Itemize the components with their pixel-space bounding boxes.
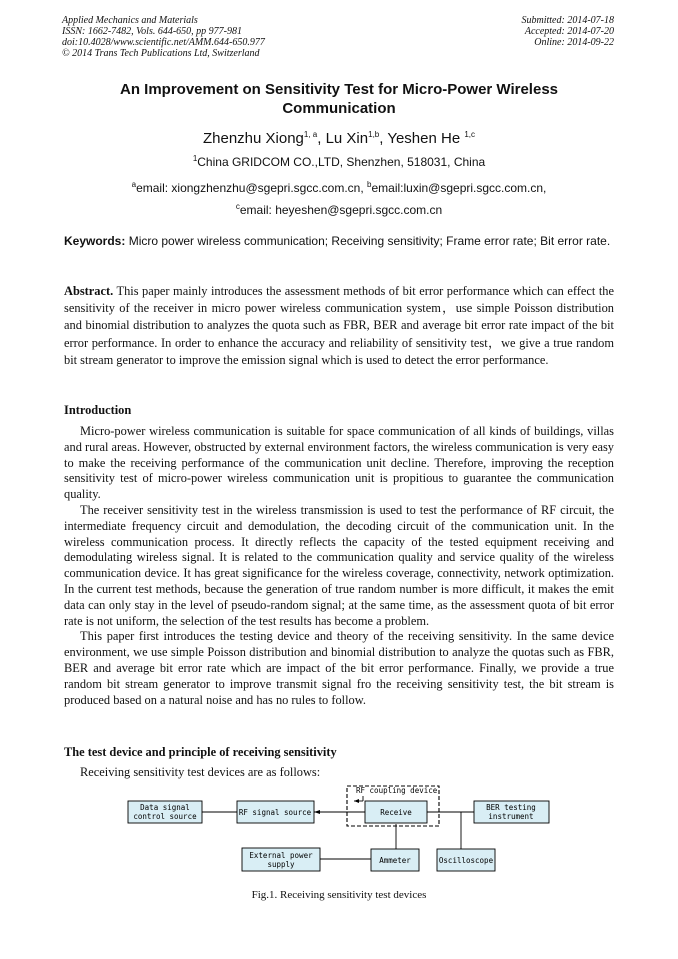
email-c-sup: c <box>235 202 240 211</box>
receive-label: Receive <box>380 808 412 817</box>
author-list: Zhenzhu Xiong$^{1, a}$, Lu Xin$^{1,b}$, Yeshen He $^{1,c}$ <box>202 130 476 147</box>
abstract <box>64 283 614 369</box>
test-device-diagram <box>120 780 560 880</box>
arrow-coupling-head <box>354 799 359 803</box>
ext-power-label-1: External power <box>249 851 313 860</box>
email-block <box>64 177 614 221</box>
email-a-sup: a <box>131 180 137 189</box>
paper-title-line1: An Improvement on Sensitivity Test for Micro-Power Wireless <box>119 81 559 98</box>
email-line-1 <box>64 177 614 199</box>
author-sup: 1,b <box>368 130 380 139</box>
section2-intro-text: Receiving sensitivity test devices are as follows: <box>80 765 321 779</box>
figure-caption: Fig.1. Receiving sensitivity test devices <box>251 889 427 901</box>
abstract-label: Abstract. <box>64 284 114 298</box>
keywords-text: Micro power wireless communication; Receiving sensitivity; Frame error rate; Bit error rate. <box>125 234 611 248</box>
arrow-rf-head <box>314 810 320 814</box>
email-b: email:luxin@sgepri.sgcc.com.cn, <box>371 181 547 195</box>
paper-title <box>64 80 614 118</box>
ber-label-1: BER testing <box>486 803 536 812</box>
journal-doi: doi:10.4028/www.scientific.net/AMM.644-650.977 <box>62 37 265 48</box>
ext-power-label-2: supply <box>267 860 295 869</box>
rf-coupling-label: RF coupling device <box>356 786 438 795</box>
keywords-label: Keywords: <box>64 234 126 248</box>
ber-label-2: instrument <box>488 812 534 821</box>
section2-intro <box>64 765 614 781</box>
author-name: Zhenzhu Xiong <box>202 130 304 147</box>
affiliation-sup: 1 <box>192 154 198 163</box>
online-date: Online: 2014-09-22 <box>534 37 614 48</box>
email-c: email: heyeshen@sgepri.sgcc.com.cn <box>239 203 443 217</box>
intro-paragraph-2: The receiver sensitivity test in the wireless transmission is used to test the performance of RF circuit, the intermediate frequency circuit and demodulation, the decoding circuit of the communication unit. In the wireless communication process. It directly reflects the capacity of the tested equipment receiving and demodulating wireless signal. It is related to the communication quality and service quality of the wireless communication device. It has great significance for the wireless coverage, connectivity, network optimization. In the current test methods, because the generation of true random number is more difficult, it makes the emit data can only stay in the level of pseudo-random signal; at the same time, as the assessment quota of bit error rate is not uniform, the selection of the test results has become a problem. <box>64 502 614 628</box>
email-a: email: xiongzhenzhu@sgepri.sgcc.com.cn, <box>136 181 368 195</box>
email-line-2 <box>64 199 614 221</box>
affiliation <box>64 155 614 170</box>
affiliation-text: China GRIDCOM CO.,LTD, Shenzhen, 518031, China <box>197 155 486 169</box>
data-signal-label-2: control source <box>133 812 197 821</box>
journal-issn: ISSN: 1662-7482, Vols. 644-650, pp 977-981 <box>62 26 242 37</box>
journal-copyright: © 2014 Trans Tech Publications Ltd, Switzerland <box>62 48 260 59</box>
journal-header-right <box>522 15 615 48</box>
journal-header-left <box>62 15 265 59</box>
intro-paragraph-1: Micro-power wireless communication is suitable for space communication of all kinds of buildings, villas and rural areas. However, obstructed by external environment factors, the wireless communication is very easy to make the receiving performance of the communication unit decline. Therefore, improving the reception sensitivity test of micro-power wireless communication unit is propitious to guarantee the communication quality. <box>64 424 614 502</box>
author-name: Yeshen He <box>387 130 465 147</box>
rf-source-label: RF signal source <box>238 808 312 817</box>
author-sup: 1, a <box>303 130 318 139</box>
keywords <box>64 233 614 249</box>
email-b-sup: b <box>367 180 372 189</box>
author-name: Lu Xin <box>325 130 369 147</box>
ammeter-label: Ammeter <box>379 856 411 865</box>
intro-paragraph-3: This paper first introduces the testing device and theory of the receiving sensitivity. In the same device environment, we use simple Poisson distribution and binomial distribution to analyze the quotas such as FBR, BER and average bit error rate which are impact of the bit error performance. Finally, we provide a true random bit stream generator to improve transmit signal fro the receiving sensitivity test, the bit stream is produced based on a natural noise and has no rules to follow. <box>64 629 614 707</box>
abstract-text: This paper mainly introduces the assessment methods of bit error performance which can effect the sensitivity of the receiver in micro power wireless communication system，use simple Poisson distribution and binomial distribution to analyzes the quota such as FBR, BER and average bit error rate impact of the bit error performance. In order to enhance the accuracy and reliability of sensitivity test，we give a true random bit stream generator to improve the emission signal which is used to detect the error performance. <box>64 284 614 367</box>
accepted-date: Accepted: 2014-07-20 <box>524 26 614 37</box>
paper-title-line2: Communication <box>282 100 396 117</box>
oscilloscope-label: Oscilloscope <box>438 856 494 865</box>
data-signal-label-1: Data signal <box>140 803 190 812</box>
introduction-body <box>64 424 614 708</box>
section2-heading: The test device and principle of receiving sensitivity <box>64 745 337 759</box>
introduction-heading: Introduction <box>64 403 132 417</box>
journal-name: Applied Mechanics and Materials <box>62 15 198 26</box>
submitted-date: Submitted: 2014-07-18 <box>521 15 614 26</box>
author-sup: 1,c <box>464 130 476 139</box>
